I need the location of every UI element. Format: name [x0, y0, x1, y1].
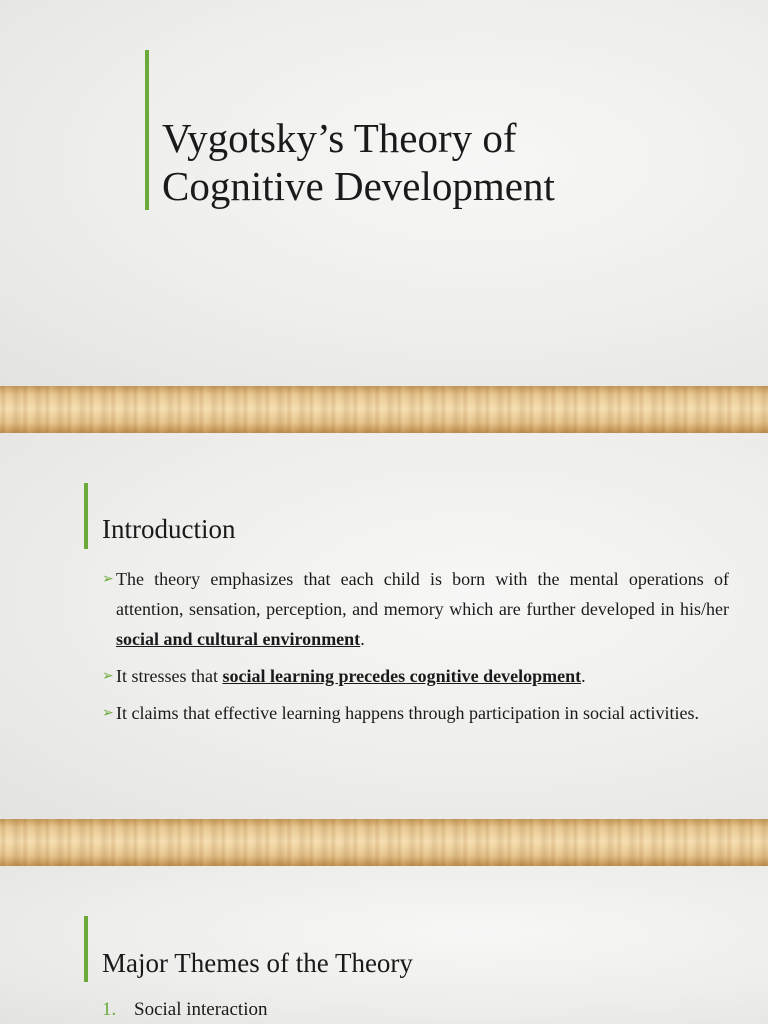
introduction-bullet-list	[102, 564, 729, 735]
list-item-text: Social interaction	[134, 999, 268, 1020]
bullet-text: It claims that effective learning happens through participation in social activities.	[116, 703, 699, 723]
arrow-right-icon: ➢	[102, 571, 114, 587]
list-item	[102, 995, 267, 1024]
themes-numbered-list	[102, 995, 267, 1024]
title-line-1: Vygotsky’s Theory of	[162, 115, 517, 161]
bullet-emphasis: social learning precedes cognitive development	[222, 666, 582, 686]
introduction-accent-bar	[84, 483, 88, 549]
bullet-item	[102, 698, 729, 728]
bullet-item	[102, 661, 729, 691]
bullet-item	[102, 564, 729, 654]
slide-introduction	[0, 433, 768, 819]
introduction-heading: Introduction	[102, 514, 236, 544]
bullet-punctuation: .	[360, 629, 365, 649]
themes-accent-bar	[84, 916, 88, 982]
slide-title	[0, 0, 768, 386]
slide-major-themes	[0, 866, 768, 1024]
arrow-right-icon: ➢	[102, 668, 114, 684]
bullet-emphasis: social and cultural environment	[116, 629, 361, 649]
wood-divider	[0, 386, 768, 433]
slide-title-heading	[162, 114, 742, 210]
arrow-right-icon: ➢	[102, 705, 114, 721]
bullet-text: The theory emphasizes that each child is born with the mental operations of attention, sensation, perception, and memory which are further developed in his/her	[116, 569, 729, 619]
list-item-number: 1.	[102, 999, 117, 1020]
title-accent-bar	[145, 50, 149, 210]
title-line-2: Cognitive Development	[162, 163, 555, 209]
bullet-text: It stresses that	[116, 666, 223, 686]
wood-divider	[0, 819, 768, 866]
bullet-punctuation: .	[581, 666, 586, 686]
themes-heading: Major Themes of the Theory	[102, 948, 413, 978]
